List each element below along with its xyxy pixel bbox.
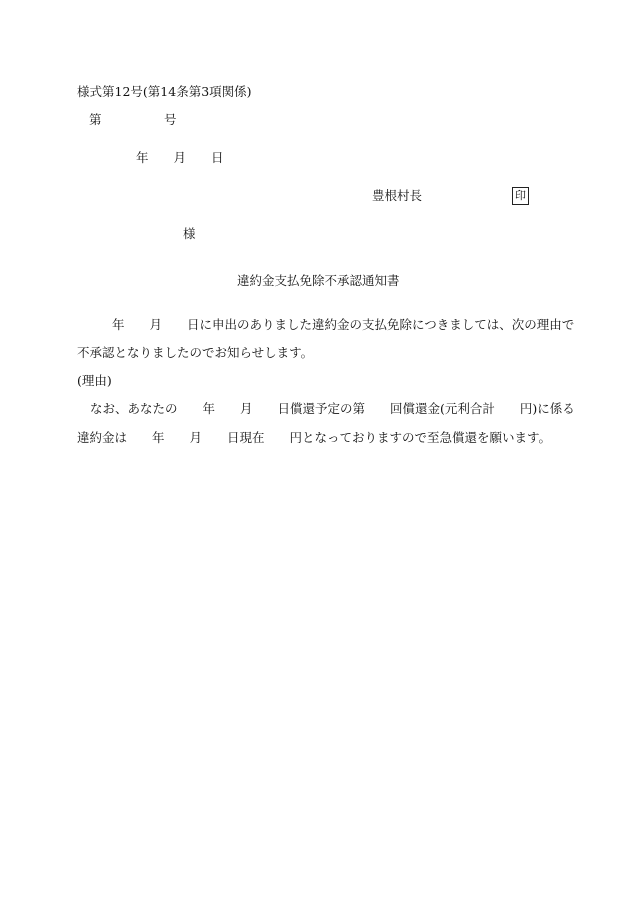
addressee-suffix: 様 [183,226,196,241]
note-line-1: なお、あなたの 年 月 日償還予定の第 回償還金(元利合計 円)に係る [90,401,575,416]
seal-mark: 印 [512,187,529,205]
document-number-line: 第 号 [89,112,177,127]
body-line-1: 年 月 日に申出のありました違約金の支払免除につきましては、次の理由で [112,317,575,332]
body-line-2: 不承認となりましたのでお知らせします。 [77,345,314,360]
document-title: 違約金支払免除不承認通知書 [237,273,400,288]
form-label: 様式第12号(第14条第3項関係) [77,84,252,99]
note-line-2: 違約金は 年 月 日現在 円となっておりますので至急償還を願います。 [77,430,552,445]
reason-label: (理由) [77,373,112,388]
date-line: 年 月 日 [136,150,224,165]
issuer-name: 豊根村長 [372,188,423,203]
